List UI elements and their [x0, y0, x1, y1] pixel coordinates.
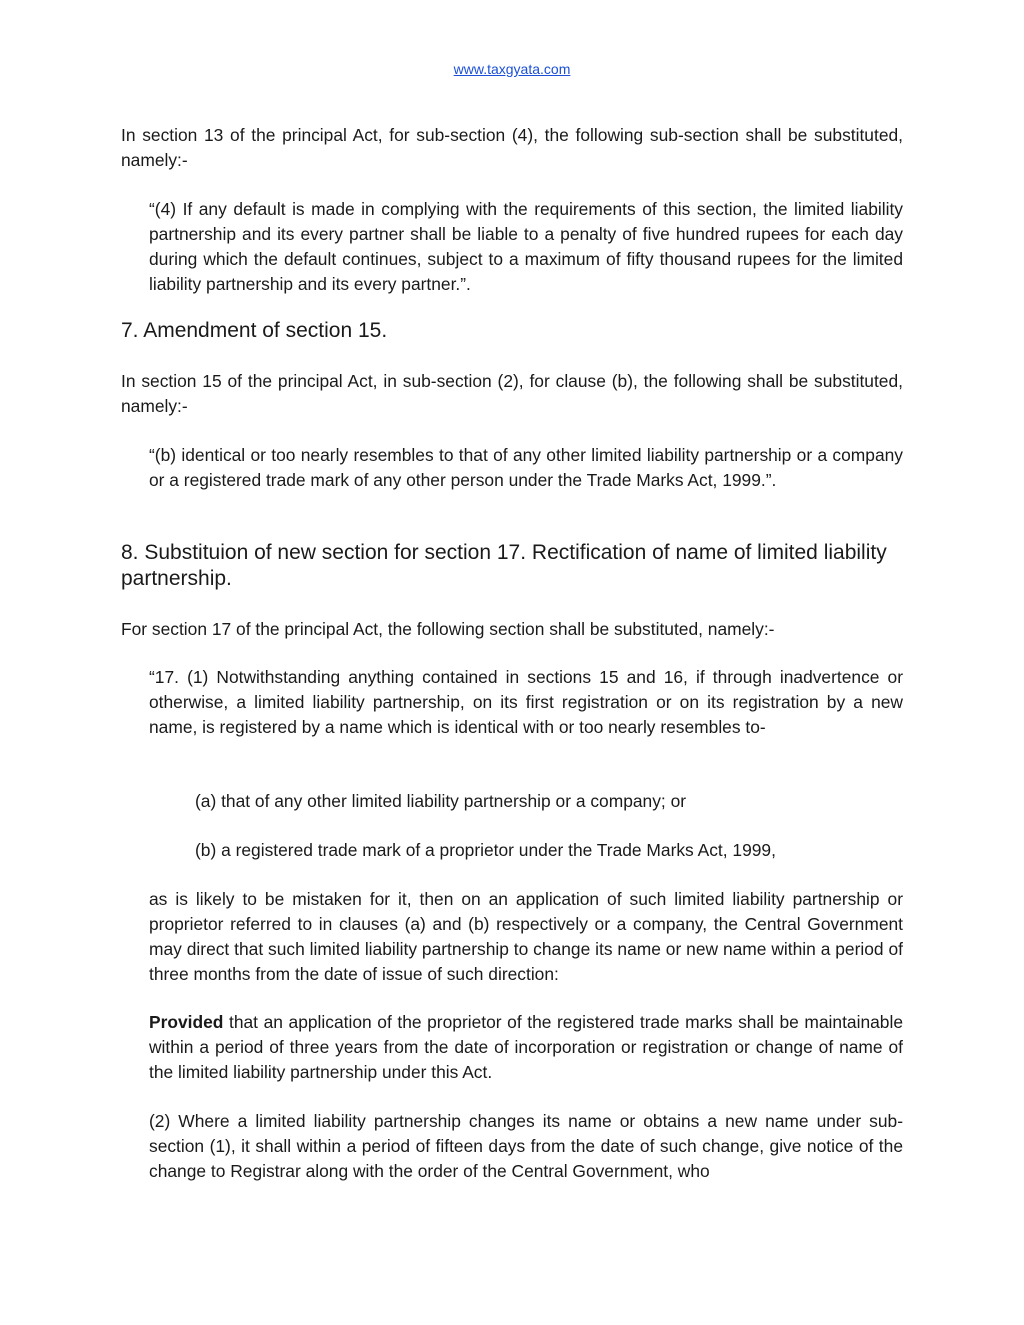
paragraph-subsection2: (2) Where a limited liability partnership changes its name or obtains a new name under sub-section (1), it shall within a period of fifteen days from the date of such change, give notice of the change to Registrar along with the order of the Central Government, who	[149, 1111, 903, 1181]
paragraph-section17-1-quote: “17. (1) Notwithstanding anything contained in sections 15 and 16, if through inadvertence or otherwise, a limited liability partnership, on its first registration or on its registration by a new name, is registered by a name which is identical with or too nearly resembles to-	[149, 667, 903, 737]
proviso-text: that an application of the proprietor of the registered trade marks shall be maintainable within a period of three years from the date of incorporation or registration or change of name of the limited liability partnership under this Act.	[149, 1012, 903, 1082]
paragraph-section17-intro: For section 17 of the principal Act, the following section shall be substituted, namely:-	[121, 619, 775, 639]
heading-substitution-section17: 8. Substituion of new section for section 17. Rectification of name of limited liability partnership.	[121, 541, 887, 590]
paragraph-mistaken-for-it: as is likely to be mistaken for it, then on an application of such limited liability partnership or proprietor referred to in clauses (a) and (b) respectively or a company, the Central Government may direct that such limited liability partnership to change its name or new name within a period of three months from the date of issue of such direction:	[149, 889, 903, 984]
paragraph-clause-b-quote: “(b) identical or too nearly resembles to that of any other limited liability partnership or a company or a registered trade mark of any other person under the Trade Marks Act, 1999.”.	[149, 445, 903, 490]
paragraph-subsection4-quote: “(4) If any default is made in complying with the requirements of this section, the limited liability partnership and its every partner shall be liable to a penalty of five hundred rupees for each day during which the default continues, subject to a maximum of fifty thousand rupees for the limited liability partnership and its every partner.”.	[149, 199, 903, 294]
paragraph-section15-intro: In section 15 of the principal Act, in sub-section (2), for clause (b), the following shall be substituted, namely:-	[121, 371, 903, 416]
proviso-bold-label: Provided	[149, 1012, 224, 1032]
paragraph-clause-b: (b) a registered trade mark of a proprietor under the Trade Marks Act, 1999,	[195, 840, 776, 860]
paragraph-clause-a: (a) that of any other limited liability partnership or a company; or	[195, 791, 687, 811]
paragraph-proviso	[149, 1010, 903, 1085]
heading-amendment-section15: 7. Amendment of section 15.	[121, 319, 388, 342]
paragraph-section13-intro: In section 13 of the principal Act, for sub-section (4), the following sub-section shall be substituted, namely:-	[121, 125, 903, 170]
header-link[interactable]: www.taxgyata.com	[453, 61, 571, 77]
